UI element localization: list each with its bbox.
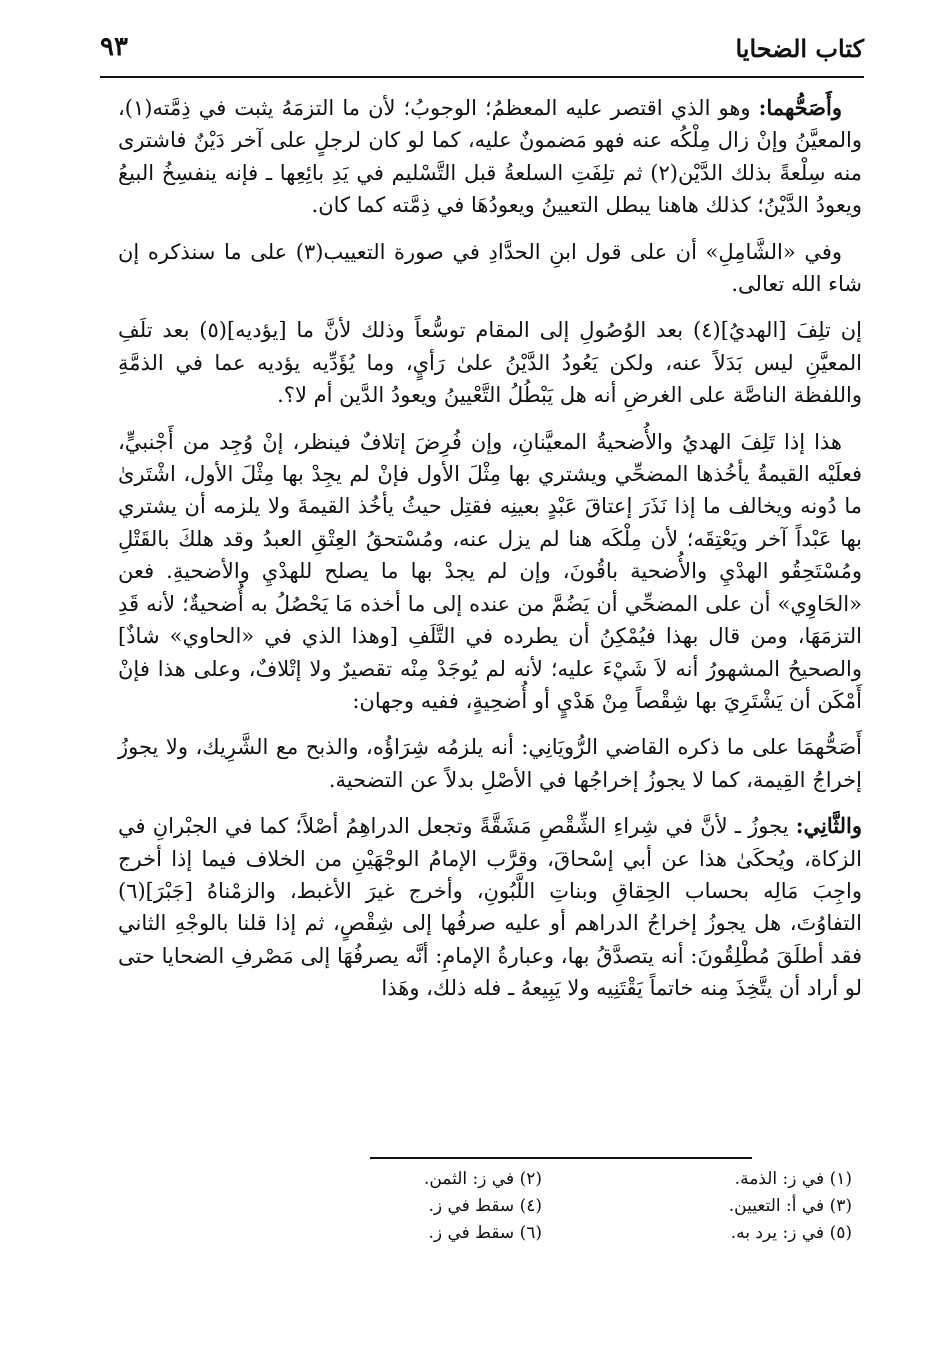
footnote-text: في ز: الذمة.: [734, 1169, 825, 1189]
page-header: [100, 28, 864, 78]
footnote-text: في ز: يرد به.: [730, 1223, 825, 1243]
footnote: [282, 1220, 542, 1247]
footnote-number: (٢): [519, 1169, 542, 1189]
paragraph-lead: وأَصَحُّهما:: [758, 95, 842, 120]
paragraph: [118, 810, 862, 1004]
paragraph-text: وفي «الشَّامِلِ» أن على قول ابنِ الحدَّادِ في صورة التعييب(٣) على ما سنذكره إن شاء الله تعالى.: [118, 239, 862, 297]
footnote-divider: [370, 1157, 752, 1159]
book-title: كتاب الضحايا: [735, 34, 864, 63]
footnote: [592, 1193, 852, 1220]
footnote-number: (١): [829, 1169, 852, 1189]
footnote-number: (٣): [829, 1196, 852, 1216]
footnote-number: (٦): [519, 1223, 542, 1243]
paragraph-text: أَصَحُّهمَا على ما ذكره القاضي الرُّويَانِي: أنه يلزمُه شِرَاؤُه، والذبح مع الشَّرِيك، ولا يجوزُ إخراجُ القِيمة، كما لا يجوزُ إخراجُها في الأصْلِ بدلاً عن التضحية.: [118, 735, 862, 792]
footnote: [592, 1166, 852, 1193]
paragraph-text: إن تلِفَ [الهديُ](٤) بعد الوُصُولِ إلى المقام توسُّعاً وذلك لأنَّ ما [يؤديه](٥) بعد تلَفِ المعيَّنِ ليس بَدَلاً عنه، ولكن يَعُودُ الدَّيْنُ علىٰ رَأيٍ، وما يُؤَدِّيه يؤديه عما في الذمَّةِ واللفظة الناصَّة على الغرضِ أنه هل يَبْطُلُ التَّعْيينُ ويعودُ الدَّين أم لا؟.: [118, 318, 863, 408]
paragraph: [118, 236, 862, 301]
main-text: [118, 92, 862, 1019]
footnote-text: في ز: الثمن.: [423, 1169, 515, 1189]
footnote-number: (٥): [829, 1223, 852, 1243]
page-number: ٩٣: [100, 32, 128, 62]
paragraph: [118, 314, 862, 411]
paragraph: [118, 92, 862, 222]
paragraph-lead: والثَّانِي:: [795, 813, 862, 839]
footnotes-column-left: [282, 1166, 542, 1247]
footnote-text: في أ: التعيين.: [728, 1196, 825, 1216]
footnotes-column-right: [592, 1166, 852, 1247]
paragraph: [118, 731, 862, 796]
paragraph-text: هذا إذا تَلِفَ الهديُ والأُضحيةُ المعيَّنانِ، وإن فُرِضَ إتلافٌ فينظر، إنْ وُجِد من أَجْنبيٍّ، فعلَيْه القيمةُ يأخُذها المضحِّي ويشتري بها مِثْلَ الأول فإنْ لم يجِدْ بها مِثْلَ الأول، اشْتَرىٰ ما دُونه ويخالف ما إذا نَذَرَ إعتاقَ عَبْدٍ بعينِه فقتِل حيثُ يأخُذ القيمةَ ولا يلزمه أن يشتري بها عَبْداً آخر ويَعْتِقَه؛ لأن مِلْكَه هنا لم يزل عنه، ومُسْتحقُ العِتْقِ العبدُ وقد هلكَ بالقَتْلِ ومُسْتَحِقُو الهدْيِ والأُضحية باقُونَ، وإن لم يجدْ بها ما يصلح للهدْيِ والأضحيةِ. فعن «الحَاوِي» أن على المضحِّي أن يَضُمَّ من عنده إلى ما أخذه مَا يَحْصُلُ به أُضحيةٌ؛ لأنه قَدِ التزمَهَا، ومن قال بهذا فيُمْكِنُ أن يطرده في التَّلَفِ [وهذا الذي في «الحاوي» شاذٌ] والصحيحُ المشهورُ أنه لاَ شَيْءَ عليه؛ لأنه لم يُوجَدْ مِنْه تقصيرٌ ولا إتْلافٌ، وعلى هذا فإنْ أَمْكَن أن يَشْتَرِيَ بها شِقْصاً مِنْ هَدْيٍ أو أُضحِيةٍ، ففيه وجهان:: [118, 429, 862, 713]
paragraph-text: وهو الذي اقتصر عليه المعظمُ؛ الوجوبُ؛ لأن ما التزمَهُ يثبت في ذِمَّته(١)، والمعيَّنُ وإنْ زال مِلْكُه عنه فهو مَضمونٌ عليه، كما لو كان لرجلٍ على آخر دَيْنٌ فاشترى منه سِلْعةً بذلك الدَّيْن(٢) ثم تلِفَتِ السلعةُ قبل التَّسْليم في يَدِ بائِعِها ـ فإنه ينفسِخُ البيعُ ويعودُ الدَّيْنُ؛ كذلك هاهنا يبطل التعيينُ ويعودُهَا في ذِمَّته كما كان.: [118, 96, 862, 218]
footnote-text: سقط في ز.: [428, 1196, 515, 1216]
footnote-text: سقط في ز.: [428, 1223, 515, 1243]
paragraph-text: يجوزُ ـ لأنَّ في شِراءِ الشِّقْصِ مَشَقَّةً وتجعل الدراهِمُ أصْلاً؛ كما في الجبْرانِ في الزكاة، ويُحكَىٰ هذا عن أبي إسْحاقَ، وقرَّب الإمامُ الوجْهَيْنِ من الخلاف فيما إذا أخرج واجِبَ مَالِه بحساب الحِقاقِ وبناتِ اللَّبُونِ، وأخرج غيرَ الأغبط، والزمْناهُ [جَبْرَ](٦) التفاوُتَ، هل يجوزُ إخراجُ الدراهم أو عليه صرفُها إلى شِقْصٍ، ثم إذا قلنا بالوجْهِ الثاني فقد أطلَقَ مُطْلِقُونَ: أنه يتصدَّقُ بها، وعبارةُ الإمامِ: أنَّه يصرفُهَا إلى مَصْرفِ الضحايا حتى لو أراد أن يتَّخِذَ مِنه خاتماً يَقْتَنِيه ولا يَبِيعهُ ـ فله ذلك، وهَذا: [118, 814, 862, 1001]
paragraph: [118, 426, 862, 718]
footnote: [592, 1220, 852, 1247]
footnote: [282, 1193, 542, 1220]
footnote-number: (٤): [519, 1196, 542, 1216]
footnote: [282, 1166, 542, 1193]
